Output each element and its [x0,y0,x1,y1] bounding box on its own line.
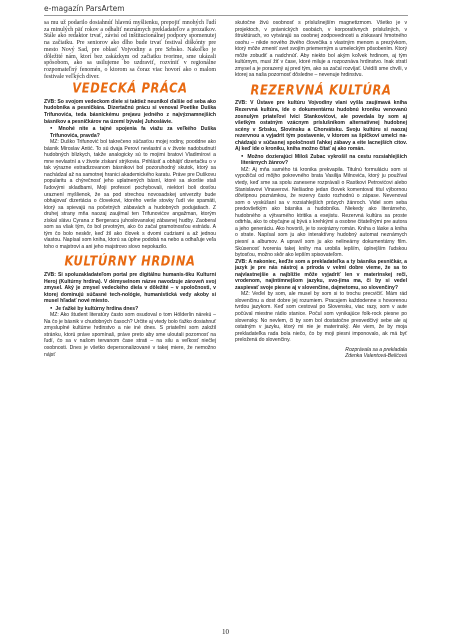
interview-answer-final: MZ: Veďel by som, ale musel by som si to trochu precvičiť. Mám rád slovenčinu a dost dobre jej rozumiem. Pracujem každodenne s hovorenou tvrdou jazykom. Keď som cestoval po Slovensku, viac razy, som v aute počúval miestne rádio stanice. Počul som vynikajúce folk-rock piesne po slovensky. No nevlem, či by som bol dostatočne presvedčivý sebe ale aj ostatným v jazyku, ktorý mi nie je materinský. Ale viem, že by moja prekladateľka rada bola niečo, čo by moji piesni imponovalo, ak má byť preložená do slovenčiny. [235,291,407,344]
interview-question: ● Je ťažké by kultúrny hrdina dnes? [44,305,216,313]
interview-question: ● Možno dozierajúci Miloš Zubac vykrošil na cestu rozsiahlejších literárnych žánrov? [235,153,407,167]
interview-answer: MZ: Aj mňa samého tá kronika prekvapila. Titulnú formuláciu som si vypožičal od môjho pokrevného brata Vasilija Milnovića, ktorý ju používal vtedy, keď sme sa spolu zanesene rozprávali o Rastkovi Petrovićovi alebo Stanislavovi Vinaverovi. Nešiadno jedan človek komentoval titul výbornou dôvtipnou poznámkou, že rezervy často rozhodnú o zápase. Nevenoval som o vyskúšaní sa v rozsiahlejších prózych žánroch. Videl som seba predovšetkým ako básnika a hudobníka. Niekedy ako literárneho, hudobného a výtvarného ktritika a esejistu. Rezervná kultúra sa proste odtrhla, ako to obyčajne aj bývá s krehkými a osobne čitateľnými pre autora a jeho generáciu. Ako hovoriš, je to svojrázny román. Kniha o láske a kniha o strate. Napísal som ju ako interaktívny hudobný automat neznámych piesní a albumov. A upravil som ju ako nelineárny dokumentárny film. Skúsenosť tvorenia takej knihy ma urobila lepším, úplnejším ľudskou bytosťou, možno skôr ako lepším spisovateľom. [235,166,407,259]
interview-question-intro: ZVB: V Ústave pre kultúru Vojvodiny vlani vyšla zaujímavá kniha Rezervná kultúra, ide o dokumentárnu hudobnú kroniku venovanú zosnulým priateľovi Ivici Stankovićovi, ale povedala by som aj všetkým ostatným vzácnym príslušníkom alternatívnej hudobnej scény v Srbsku, Slovinsku a Chorvátsku. Svoju kultúru si naozaj rezervnou a vyjadrit tým postavenie, v ktorom sa špičkoví umelci na-chádzajú v súčasnej spoločnosti ľahkej zábavy a eite lacnejších citov. Aj keď ide o kroniku, kniha možno čítať aj ako román. [235,100,407,153]
section-heading-kulturny-hrdina: KULTÚRNY HRDINA [64,253,196,270]
interview-question: ● Mnohé nite a tajné spojenia fa viažu za veľkého Duška Trifunovića, pravda? [44,125,216,139]
interview-question-intro: ZVB: Si spoluzakladateľom portal pre digitálnu humanis-tiku Kulturni Heroj (Kultúrny hrdina). V démyselnom názve navodzuje zároveň svoj zmysel. Aký je zmysel vedeckého diela v dôležité – v spoločnosti, v ktorej dominujú súčasné tech-nológie, humanistická vedy akoby si musel hľadať nové miesto. [44,272,216,305]
masthead: e-magazín ParsArtem [44,4,408,16]
continued-paragraph: skutočne živú osobnosť s príslušnejším magnetizmom. Všetko je v projektoch, v právnických osobách, v korporatívnych príslušných, v štruktúrach, vo vytvárajú sa osobnej zodpovednosti a získavaní hmotného osohu – nikde nového živého človečika s vlastným menom a prezývkom, ktorý môže zmeniť svet svojím priemerným a umeleckým pôsobením. Ktorý môže zobudiť a nadchnúť. Aby niekto bol akým koľvek hrdinom, aj tým kultúrnym, musí žiť v čase, ktoré miluje a rozpoznáva hrdinstvo. Inak stratí zmysel a je porazený aj pred tým, ako sa začal rozvíjať. Uvidíš sme chvíli, v ktorej sa naša pozornosť dôsledne – nevenuje hrdinstvu. [235,20,407,79]
section-heading-vedecka-praca: VEDECKÁ PRÁCA [72,80,188,97]
signature [235,347,407,360]
interview-answer: MZ: Duško Trifunović bol takrečeno súčasťou mojej rodiny, pooddne ako básnik Miroslav Antić. To sú dvaja Peroví nevlastní a v živote nadobudnutí hudobných blízkych, takže analogicky sú to mojimi bratovi Vladimírovi a mne nevlastní a v živote získaní strýkovia. Prihlásiť a obhájiť dizertačku o v tak výrazne estradizovanom básnikovi bol pozoruhodný skutok, ktorý sa nachádzal až na samotnej hranici akademického karatu. Práve pre Duškovu popularitu a chýrečnosť jeho uplatnených básní, ktoré sa skoršie stali ľudovými skladbami, Moji profesori pochybovali, niektorí boli dosťou uraznení myšlienok, že sa pod strechou novosadskej univerzity bude obhajovať dizertácia o človekovi, ktorého verše stovky ľudí vie spamäti, ktorý sa spievajú na početných zábavách a hudobných podujatiach. Z druhej strany mňa naozaj zaujímal ten Trifunovićov angažman, ktorým získal slávu Cyrana z Bergeracu juhoslovanskej zábavnej hudby. Zaoberal som sa však tým, čo bol prvotným, ako čo začal gramotnosťou estrádu. A tým čo bolo neskôr, keď žil ako človek s dvomi cudziami a až jednou vlastou. Napísal som kniha, ktorú sa úplne podobá na nebo a odhaľuje veľa toho o majstrovi a ani jeho majstrovo slovo nepokazilo. [44,139,216,250]
right-column [235,20,407,360]
left-column [44,20,216,358]
signature-line-2: Zdenka Valentová-Belićová [345,353,407,360]
interview-question-intro: ZVB: So svojom vedeckom diele si taktiež neunikol ďalšie od seba ako hudobníka a pesničkára. Dizertačnú prácu si venoval Poetike Duška Trifunovića, teda básnickému prejavu jedného z najvýznamnejších básnikov a pesničkárov na území bývalej Juhoslávie. [44,98,216,125]
interview-answer: MZ: Ako študent literatúry často som osudoval o tom Hölderlin nárekú – Na čo je básnik v chudobných časoch? Určite aj vtedy bolo ťažko dosiahnuť zmysluplné kultúrne hrdinstvo a nie iné dnes. S priateľmi som založil stránku, ktorú práve spomínaš, práve preto aby sme uloutali pozornosť na ľudí, čo sa v našom tervanom čase strati – na silu a veľkosť niečlej osobnosti. Dnes je všetko depersonalizované v takej miere, že nemožno nájsť [44,312,216,358]
section-heading-rezervna-kultura: REZERVNÁ KULTÚRA [250,81,392,98]
intro-paragraph: sa mu už podarilo dosiahnúť hlavnú myšlienku, prepojiť mnohých ľudí za minulých päť rokov a odhaliť neznámych prekladateľov a prozaikov. Stále ako redaktor trvať, závisí od inštitucionálnej podpory spomenutej na začiatku. Pre seniorov ako dlho bude trvať festival diškónty pre mesto Nový Sad, pre oblasť Vojvodiny a pre Srbsko. Nakoľko je dôležité nám, ktorí bez zakázkym od začiatku tvorime, sme ukázali spôsobom, ako sa usilujeme bo uzdraviť, rozvíniť v regionálne rozpomateľný fenomén, o ktorom sa čoraz viac hovorí ako o malom festivale veľkých diver. [44,20,216,80]
page-number: 10 [222,628,229,636]
signature-line-1: Rozprávala sa a prekladala [345,346,407,353]
interview-question-final: ZVB: A nakoniec, keďže som a prekladateľka a ty básnika pesničkár, a jazyk je pre nás nástroj a príroda v velmi dobre vieme, že sa to najvlastnejšie a najbližie môže vyjadriť len v materinskej reči, vrodenom, najintímnejšom jazyku, svo-jima ma, či by si vedel zaspievať svoje piesne aj v slovenčine, dajmetomu, so slovenčiny? [235,258,407,291]
